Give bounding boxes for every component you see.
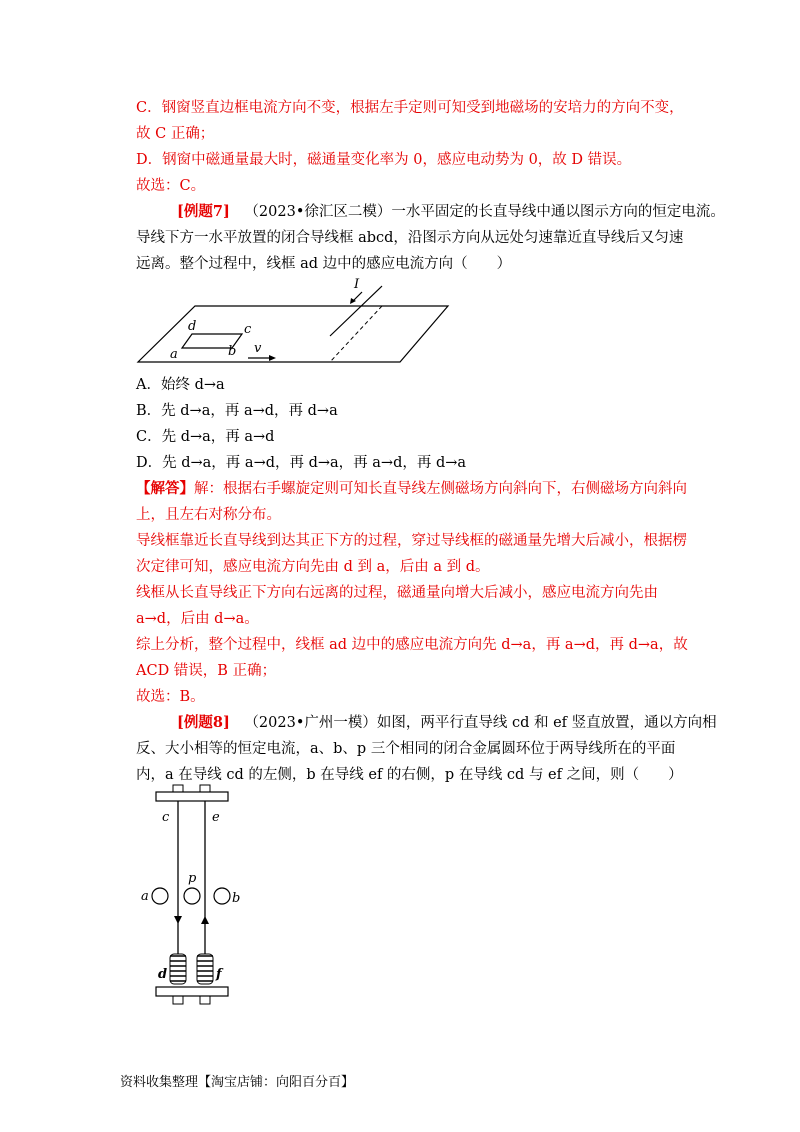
- prev-option-c-line2: 故 C 正确；: [136, 126, 215, 142]
- label-d8: d: [158, 967, 168, 982]
- solution7-tag: 【解答】: [136, 480, 194, 497]
- solution7-line7: 综上分析，整个过程中，线框 ad 边中的感应电流方向先 d→a，再 a→d，再 d→a，故: [136, 637, 688, 653]
- example7-stem1: （2023•徐汇区二模）一水平固定的长直导线中通以图示方向的恒定电流。: [244, 204, 725, 220]
- label-b: b: [228, 344, 237, 359]
- arrow-up-ef: [201, 916, 209, 924]
- label-p8: p: [188, 871, 197, 886]
- solution7-line4: 次定律可知，感应电流方向先由 d 到 a，后由 a 到 d。: [136, 559, 490, 575]
- solution7-line6: a→d，后由 d→a。: [136, 611, 259, 627]
- spring-f-body: [197, 954, 213, 984]
- top-terminal-right: [200, 785, 210, 792]
- example7-option-a: A．始终 d→a: [136, 377, 225, 393]
- label-c8: c: [162, 810, 170, 825]
- solution7-line2: 上，且左右对称分布。: [136, 507, 281, 523]
- example7-figure: [130, 278, 460, 368]
- label-d: d: [188, 319, 197, 334]
- example7-option-b: B．先 d→a，再 a→d，再 d→a: [136, 403, 338, 419]
- label-velocity: v: [254, 341, 262, 356]
- bottom-bar: [156, 987, 228, 996]
- bottom-terminal-left: [173, 996, 183, 1004]
- prev-option-d-line: D．钢窗中磁通量最大时，磁通量变化率为 0，感应电动势为 0，故 D 错误。: [136, 152, 632, 168]
- long-wire-dashed: [330, 306, 382, 362]
- ring-b: [214, 888, 230, 904]
- example8-stem1: （2023•广州一模）如图，两平行直导线 cd 和 ef 竖直放置，通以方向相: [244, 715, 717, 731]
- prev-option-c-line1: C．钢窗竖直边框电流方向不变，根据左手定则可知受到地磁场的安培力的方向不变，: [136, 100, 684, 116]
- spring-f: [197, 956, 213, 981]
- arrow-down-cd: [174, 916, 182, 924]
- example7-option-d: D．先 d→a，再 a→d，再 d→a，再 a→d，再 d→a: [136, 455, 467, 471]
- example8-line3: 内，a 在导线 cd 的左侧，b 在导线 ef 的右侧，p 在导线 cd 与 ef 之间，则（ ）: [136, 767, 683, 783]
- example8-figure: [140, 784, 240, 1014]
- top-terminal-left: [173, 785, 183, 792]
- solution7-line1: [136, 479, 687, 499]
- spring-d: [170, 956, 186, 981]
- solution7-line8: ACD 错误，B 正确；: [136, 663, 277, 679]
- example7-line1: [177, 202, 725, 222]
- solution7-answer: 故选：B。: [136, 689, 205, 705]
- velocity-arrowhead: [269, 355, 276, 361]
- ring-p: [184, 888, 200, 904]
- label-a8: a: [141, 889, 149, 904]
- long-wire-solid: [330, 286, 382, 336]
- label-a: a: [170, 347, 178, 362]
- example7-line2: 导线下方一水平放置的闭合导线框 abcd，沿图示方向从远处匀速靠近直导线后又匀速: [136, 230, 684, 246]
- example7-tag: [例题7]: [177, 203, 230, 220]
- solution7-text1: 解：根据右手螺旋定则可知长直导线左侧磁场方向斜向下，右侧磁场方向斜向: [194, 481, 687, 497]
- label-b8: b: [232, 891, 240, 906]
- label-e8: e: [212, 810, 220, 825]
- example8-line1: [177, 713, 717, 733]
- label-c: c: [244, 322, 252, 337]
- label-current: I: [354, 278, 360, 292]
- bottom-terminal-right: [200, 996, 210, 1004]
- ring-a: [152, 888, 168, 904]
- example8-line2: 反、大小相等的恒定电流，a、b、p 三个相同的闭合金属圆环位于两导线所在的平面: [136, 741, 676, 757]
- top-bar: [156, 792, 228, 801]
- spring-d-body: [170, 954, 186, 984]
- prev-answer: 故选：C。: [136, 178, 206, 194]
- solution7-line3: 导线框靠近长直导线到达其正下方的过程，穿过导线框的磁通量先增大后减小，根据楞: [136, 533, 687, 549]
- example7-option-c: C．先 d→a，再 a→d: [136, 429, 275, 445]
- horizontal-plane: [138, 306, 448, 362]
- footer-source: 资料收集整理【淘宝店铺：向阳百分百】: [120, 1075, 355, 1090]
- example8-tag: [例题8]: [177, 714, 230, 731]
- example7-line3: 远离。整个过程中，线框 ad 边中的感应电流方向（ ）: [136, 256, 512, 272]
- label-f8: f: [216, 967, 222, 982]
- solution7-line5: 线框从长直导线正下方向右远离的过程，磁通量向增大后减小，感应电流方向先由: [136, 585, 658, 601]
